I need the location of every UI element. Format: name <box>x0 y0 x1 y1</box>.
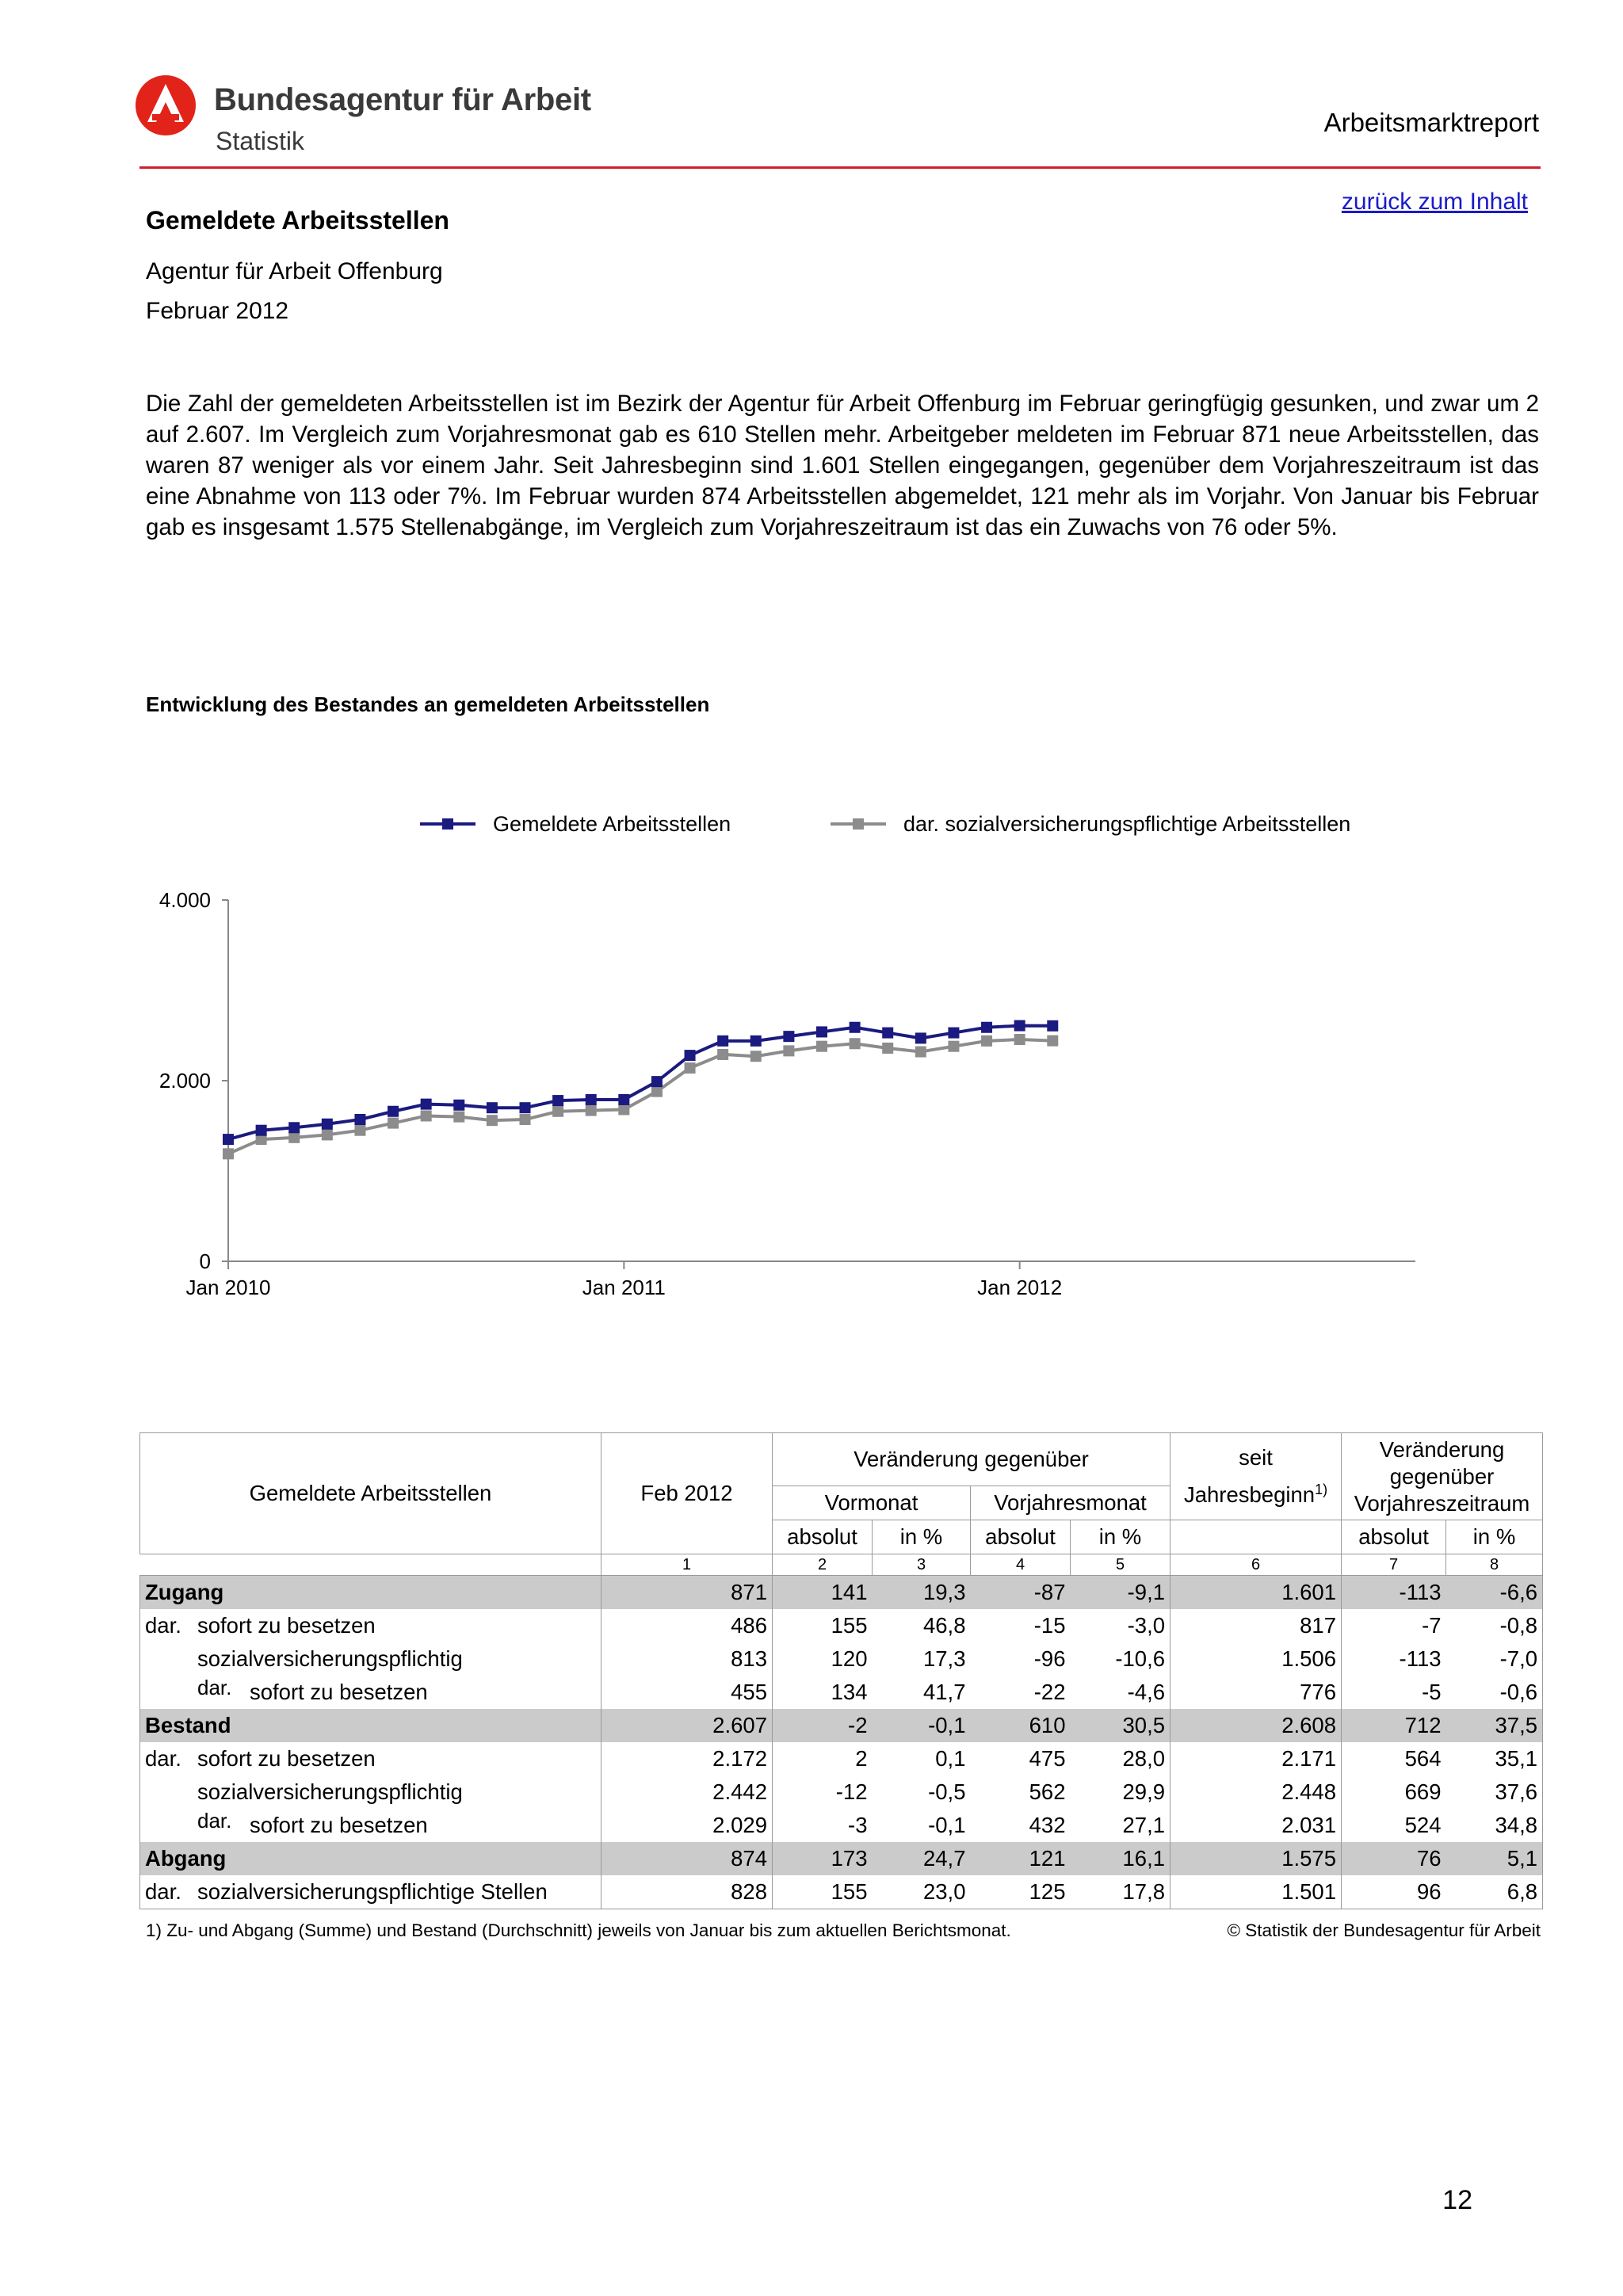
table-row <box>140 1709 1543 1742</box>
table-cell: 2.172 <box>601 1742 773 1775</box>
table-footnote: 1) Zu- und Abgang (Summe) und Bestand (Durchschnitt) jeweils von Januar bis zum aktuellen Berichtsmonat. <box>146 1920 1011 1940</box>
table-cell: 19,3 <box>873 1576 971 1610</box>
org-name: Bundesagentur für Arbeit <box>214 82 591 117</box>
data-point <box>520 1114 531 1125</box>
row-label <box>140 1775 601 1809</box>
table-row <box>140 1809 1543 1842</box>
table-cell: 1.501 <box>1170 1875 1342 1909</box>
header-row-label: Gemeldete Arbeitsstellen <box>140 1433 601 1554</box>
header-veraenderung-vorjahreszeitraum <box>1342 1433 1543 1520</box>
table-row <box>140 1842 1543 1875</box>
row-label-text: sofort zu besetzen <box>250 1680 428 1704</box>
copyright-notice: © Statistik der Bundesagentur für Arbeit <box>1227 1920 1541 1940</box>
table-cell: 2.607 <box>601 1709 773 1742</box>
table-cell: 776 <box>1170 1676 1342 1709</box>
row-prefix: dar. <box>145 1879 181 1904</box>
table-cell: 817 <box>1170 1609 1342 1642</box>
footnote-mark: 1) <box>1315 1481 1328 1497</box>
report-title: Arbeitsmarktreport <box>1323 108 1539 137</box>
table-cell: -15 <box>1033 1613 1066 1638</box>
data-point <box>322 1119 333 1130</box>
report-period: Februar 2012 <box>146 298 289 324</box>
row-label-text: Abgang <box>145 1846 227 1871</box>
header-blank <box>140 1554 601 1576</box>
summary-paragraph: Die Zahl der gemeldeten Arbeitsstellen ist im Bezirk der Agentur für Arbeit Offenburg im Februar geringfügig gesunken, und zwar um 2 auf 2.607. Im Vergleich zum Vorjahresmonat gab es 610 Stellen mehr. Arbeitgeber meldeten im Februar 871 neue Arbeitsstellen, das waren 87 weniger als vor einem Jahr. Seit Jahresbeginn sind 1.601 Stellen eingegangen, gegenüber dem Vorjahreszeitraum ist das eine Abnahme von 113 oder 7%. Im Februar wurden 874 Arbeitsstellen abgemeldet, 121 mehr als im Vorjahr. Von Januar bis Februar gab es insgesamt 1.575 Stellenabgänge, im Vergleich zum Vorjahreszeitraum ist das ein Zuwachs von 76 oder 5%. <box>146 391 1539 540</box>
table-cell: 23,0 <box>873 1875 971 1909</box>
table-cell: -0,5 <box>928 1779 966 1804</box>
table-cell: 432 <box>1029 1813 1066 1837</box>
data-point <box>981 1035 992 1047</box>
data-point <box>586 1105 597 1116</box>
table-cell: 2.031 <box>1170 1809 1342 1842</box>
data-point <box>816 1026 827 1037</box>
data-point <box>783 1045 794 1056</box>
col-number: 7 <box>1342 1554 1446 1576</box>
data-point <box>256 1125 267 1136</box>
data-point <box>783 1031 794 1042</box>
table-cell: 141 <box>773 1576 873 1610</box>
row-label <box>140 1709 601 1742</box>
table-row <box>140 1642 1543 1676</box>
header-gegenueber: gegenüber <box>1389 1463 1495 1489</box>
data-point <box>850 1022 861 1033</box>
table-cell: 828 <box>601 1875 773 1909</box>
data-point <box>288 1122 300 1133</box>
org-subtitle: Statistik <box>216 127 305 155</box>
table-cell: 41,7 <box>922 1680 966 1704</box>
table-cell: 475 <box>1029 1746 1066 1771</box>
row-prefix: dar. <box>145 1613 181 1638</box>
header-absolut: absolut <box>971 1520 1071 1554</box>
table-cell: -87 <box>971 1576 1071 1610</box>
table-cell: 37,5 <box>1446 1709 1543 1742</box>
table-cell: 30,5 <box>1071 1709 1170 1742</box>
header-absolut: absolut <box>1342 1520 1446 1554</box>
table-row <box>140 1875 1543 1909</box>
job-vacancies-table <box>139 1432 1543 1909</box>
table-cell: -2 <box>773 1709 873 1742</box>
row-label-text: sozialversicherungspflichtig <box>197 1646 463 1671</box>
row-prefix: dar. <box>197 1676 232 1699</box>
table-cell: 37,6 <box>1446 1775 1543 1809</box>
data-point <box>915 1032 926 1043</box>
table-cell: -0,8 <box>1446 1609 1543 1642</box>
table-cell: -96 <box>1033 1646 1066 1671</box>
data-point <box>750 1035 762 1047</box>
header-seit: seit <box>1239 1444 1273 1470</box>
table-cell: -3 <box>848 1813 868 1837</box>
table-row <box>140 1775 1543 1809</box>
table-cell: 564 <box>1404 1746 1442 1771</box>
table-cell: 871 <box>601 1576 773 1610</box>
data-point <box>586 1094 597 1105</box>
data-point <box>388 1118 399 1129</box>
table-row <box>140 1609 1543 1642</box>
data-point <box>685 1050 696 1061</box>
col-number: 6 <box>1170 1554 1342 1576</box>
header-jahresbeginn: Jahresbeginn <box>1183 1482 1316 1508</box>
data-point <box>487 1102 498 1113</box>
table-cell: 524 <box>1404 1813 1442 1837</box>
table-cell: -3,0 <box>1071 1609 1170 1642</box>
data-point <box>256 1134 267 1145</box>
header-divider <box>139 166 1541 169</box>
row-label-text: sofort zu besetzen <box>197 1746 376 1771</box>
x-tick-label: Jan 2012 <box>977 1276 1063 1299</box>
table-cell: -7 <box>1422 1613 1442 1638</box>
header-in-pct: in % <box>1446 1520 1543 1554</box>
legend-label: dar. sozialversicherungspflichtige Arbeitsstellen <box>903 812 1351 836</box>
page-title: Gemeldete Arbeitsstellen <box>146 206 449 235</box>
table-cell: -6,6 <box>1446 1576 1543 1610</box>
table-cell: -5 <box>1422 1680 1442 1704</box>
col-number: 1 <box>601 1554 773 1576</box>
series-line <box>228 1026 1052 1140</box>
table-cell: 669 <box>1404 1779 1442 1804</box>
table-cell: 29,9 <box>1071 1775 1170 1809</box>
header-feb-2012: Feb 2012 <box>601 1433 773 1554</box>
row-label <box>140 1809 601 1842</box>
table-cell: -0,6 <box>1446 1676 1543 1709</box>
row-label-text: sozialversicherungspflichtige Stellen <box>197 1879 548 1904</box>
data-point <box>618 1094 629 1105</box>
row-label <box>140 1642 601 1676</box>
row-label <box>140 1742 601 1775</box>
data-point <box>717 1049 728 1060</box>
data-point <box>717 1035 728 1047</box>
table-cell: 120 <box>831 1646 868 1671</box>
table-cell: 125 <box>971 1875 1071 1909</box>
data-point <box>322 1129 333 1140</box>
table-cell: 2.171 <box>1170 1742 1342 1775</box>
table-cell: 121 <box>971 1842 1071 1875</box>
header-seit-jahresbeginn <box>1170 1433 1342 1520</box>
data-point <box>850 1038 861 1049</box>
data-point <box>223 1134 234 1145</box>
header-in-pct: in % <box>1071 1520 1170 1554</box>
legend-swatch-marker <box>442 818 453 830</box>
data-point <box>915 1047 926 1058</box>
table-cell: 1.506 <box>1170 1642 1342 1676</box>
table-cell: 34,8 <box>1446 1809 1543 1842</box>
table-cell: 562 <box>1029 1779 1066 1804</box>
table-cell: 2 <box>855 1746 868 1771</box>
data-point <box>685 1062 696 1074</box>
table-cell: 712 <box>1342 1709 1446 1742</box>
table-cell: 17,3 <box>922 1646 966 1671</box>
data-point <box>1014 1034 1025 1045</box>
row-label-text: sofort zu besetzen <box>250 1813 428 1837</box>
data-point <box>388 1106 399 1117</box>
row-label <box>140 1676 601 1709</box>
col-number: 5 <box>1071 1554 1170 1576</box>
table-cell: 17,8 <box>1071 1875 1170 1909</box>
table-cell: 24,7 <box>873 1842 971 1875</box>
x-tick-label: Jan 2011 <box>582 1276 666 1299</box>
row-label <box>140 1576 601 1610</box>
row-label-text: sofort zu besetzen <box>197 1613 376 1638</box>
legend-swatch-marker <box>853 818 864 830</box>
table-cell: 28,0 <box>1071 1742 1170 1775</box>
header-in-pct: in % <box>873 1520 971 1554</box>
series-line <box>228 1039 1052 1154</box>
y-tick-label: 2.000 <box>158 1069 211 1093</box>
row-prefix: dar. <box>145 1746 181 1771</box>
data-point <box>552 1106 563 1117</box>
data-point <box>421 1099 432 1110</box>
table-cell: 16,1 <box>1071 1842 1170 1875</box>
data-point <box>618 1104 629 1115</box>
data-point <box>1014 1020 1025 1032</box>
data-point <box>651 1076 663 1087</box>
col-number: 8 <box>1446 1554 1543 1576</box>
table-cell: 96 <box>1342 1875 1446 1909</box>
data-point <box>453 1100 464 1111</box>
table-cell: -7,0 <box>1446 1642 1543 1676</box>
data-point <box>487 1115 498 1126</box>
table-row <box>140 1576 1543 1610</box>
row-label-text: sozialversicherungspflichtig <box>197 1779 463 1804</box>
table-cell: 76 <box>1342 1842 1446 1875</box>
back-to-contents-link[interactable]: zurück zum Inhalt <box>1341 189 1528 215</box>
table-cell: -4,6 <box>1071 1676 1170 1709</box>
table-cell: 2.448 <box>1170 1775 1342 1809</box>
y-tick-label: 0 <box>199 1249 211 1273</box>
row-label-text: Zugang <box>145 1580 224 1604</box>
table-cell: 2.608 <box>1170 1709 1342 1742</box>
table-cell: 35,1 <box>1446 1742 1543 1775</box>
table-cell: -0,1 <box>928 1813 966 1837</box>
table-cell: 134 <box>831 1680 868 1704</box>
data-point <box>421 1110 432 1121</box>
table-cell: 0,1 <box>935 1746 966 1771</box>
table-cell: 455 <box>601 1676 773 1709</box>
table-cell: -0,1 <box>873 1709 971 1742</box>
data-point <box>288 1132 300 1143</box>
row-label <box>140 1842 601 1875</box>
table-cell: 2.442 <box>601 1775 773 1809</box>
table-cell: -22 <box>1033 1680 1066 1704</box>
data-point <box>453 1112 464 1123</box>
chart-title: Entwicklung des Bestandes an gemeldeten Arbeitsstellen <box>146 692 710 716</box>
table-cell: -12 <box>835 1779 868 1804</box>
col-number: 2 <box>773 1554 873 1576</box>
table-cell: 155 <box>773 1875 873 1909</box>
header-vorjahreszeitraum: Vorjahreszeitraum <box>1354 1490 1530 1516</box>
table-cell: 610 <box>971 1709 1071 1742</box>
data-point <box>1047 1020 1058 1032</box>
row-label <box>140 1875 601 1909</box>
col-number: 4 <box>971 1554 1071 1576</box>
data-point <box>882 1043 893 1054</box>
table-cell: -113 <box>1342 1576 1446 1610</box>
table-cell: 27,1 <box>1071 1809 1170 1842</box>
data-point <box>948 1041 959 1052</box>
table-cell: 1.575 <box>1170 1842 1342 1875</box>
table-cell: -113 <box>1399 1646 1442 1671</box>
data-point <box>552 1095 563 1106</box>
header-vorjahresmonat: Vorjahresmonat <box>971 1486 1170 1520</box>
row-label-text: Bestand <box>145 1713 231 1737</box>
table-row <box>140 1742 1543 1775</box>
table-row <box>140 1676 1543 1709</box>
data-point <box>948 1028 959 1039</box>
data-point <box>651 1086 663 1097</box>
table-cell: 173 <box>773 1842 873 1875</box>
table-cell: 486 <box>601 1609 773 1642</box>
legend-label: Gemeldete Arbeitsstellen <box>493 812 731 836</box>
table-cell: -10,6 <box>1071 1642 1170 1676</box>
header-blank <box>1170 1520 1342 1554</box>
data-point <box>816 1041 827 1052</box>
row-prefix: dar. <box>197 1809 232 1833</box>
data-point <box>750 1051 762 1062</box>
table-cell: -9,1 <box>1071 1576 1170 1610</box>
table-cell: 813 <box>601 1642 773 1676</box>
data-point <box>354 1125 365 1136</box>
data-point <box>1047 1035 1058 1047</box>
data-point <box>981 1022 992 1033</box>
table-cell: 2.029 <box>601 1809 773 1842</box>
table-cell: 1.601 <box>1170 1576 1342 1610</box>
table-cell: 5,1 <box>1446 1842 1543 1875</box>
ba-logo-icon <box>135 74 197 136</box>
row-label <box>140 1609 601 1642</box>
table-cell: 155 <box>831 1613 868 1638</box>
table-cell: 6,8 <box>1446 1875 1543 1909</box>
x-tick-label: Jan 2010 <box>185 1276 271 1299</box>
header-veraenderung: Veränderung gegenüber <box>773 1433 1170 1486</box>
data-point <box>354 1114 365 1125</box>
page-number: 12 <box>1442 2185 1472 2215</box>
table-cell: 874 <box>601 1842 773 1875</box>
col-number: 3 <box>873 1554 971 1576</box>
data-point <box>223 1148 234 1159</box>
header-absolut: absolut <box>773 1520 873 1554</box>
data-point <box>882 1028 893 1039</box>
data-point <box>520 1102 531 1113</box>
y-tick-label: 4.000 <box>158 888 211 912</box>
table-cell: 46,8 <box>922 1613 966 1638</box>
agency-name: Agentur für Arbeit Offenburg <box>146 258 443 284</box>
header-veraenderung-2: Veränderung <box>1379 1436 1505 1462</box>
header-vormonat: Vormonat <box>773 1486 971 1520</box>
